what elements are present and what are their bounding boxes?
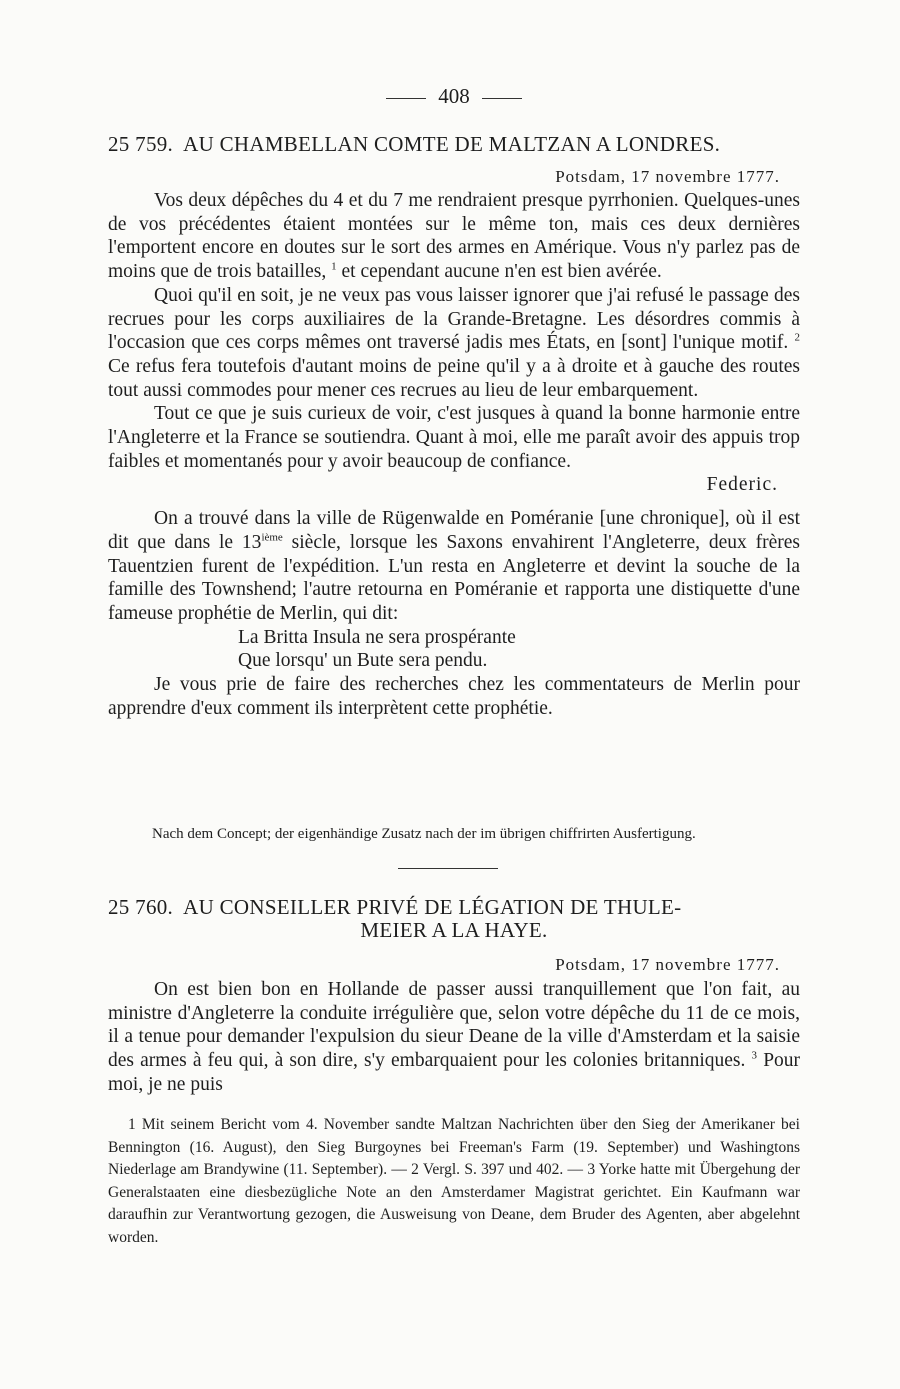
- letter1-heading: [108, 132, 800, 157]
- footnote-ref-1: 1: [331, 260, 337, 273]
- footnotes-text: 1 Mit seinem Bericht vom 4. November sandte Maltzan Nachrichten über den Sieg der Amerikaner bei Bennington (16. August), den Sieg Burgoynes bei Freeman's Farm (19. September) und Washingtons Niederlage am Brandywine (11. September). — 2 Vergl. S. 397 und 402. — 3 Yorke hatte mit Übergehung der Generalstaaten eine diesbezügliche Note an den Amsterdamer Magistrat gerichtet. Ein Kaufmann war daraufhin zur Verantwortung gezogen, die Ausweisung von Deane, dem Bruder des Agenten, aber abgelehnt worden.: [108, 1116, 800, 1246]
- separator-rule: [398, 868, 498, 869]
- letter1-dateline: Potsdam, 17 novembre 1777.: [555, 167, 780, 186]
- dash-right: [482, 98, 522, 99]
- letter2-title-line-2-wrap: [108, 918, 800, 943]
- letter1-title: AU CHAMBELLAN COMTE DE MALTZAN A LONDRES.: [183, 132, 721, 156]
- dash-left: [386, 98, 426, 99]
- footnotes: [108, 1114, 800, 1249]
- letter2-number: 25 760.: [108, 895, 174, 919]
- letter2-body: [108, 978, 800, 1097]
- signature: Federic.: [706, 474, 778, 496]
- letter1-paragraph-1: Vos deux dépêches du 4 et du 7 me rendraient presque pyrrhonien. Quelques-unes de vos précédentes étaient montées sur le même ton, mais ces deux dernières l'emportent encore en doutes sur le sort des armes en Amérique. Vous n'y parlez pas de moins que de trois batailles, $^1$ et cependant aucune n'en est bien avérée.: [108, 190, 800, 283]
- page-number: [108, 84, 800, 109]
- footnote-ref-3: 3: [751, 1049, 758, 1062]
- letter1-number: 25 759.: [108, 132, 174, 156]
- letter2-dateline: Potsdam, 17 novembre 1777.: [555, 955, 780, 974]
- letter2-title-line-2: MEIER A LA HAYE.: [360, 918, 548, 942]
- footnote-ref-2: 2: [794, 331, 800, 344]
- letter1-body: [108, 189, 800, 720]
- letter1-paragraph-5: Je vous prie de faire des recherches chez les commentateurs de Merlin pour apprendre d'eux comment ils interprètent cette prophétie.: [108, 674, 800, 719]
- letter1-postscript: On a trouvé dans la ville de Rügenwalde en Poméranie [une chronique], où il est dit que dans le 13ième siècle, lorsque les Saxons envahirent l'Angleterre, deux frères Tauentzien furent de l'expédition. L'un resta en Angleterre et devint la souche de la famille des Townshend; l'autre retourna en Poméranie et rapporta une distiquette d'une fameuse prophétie de Merlin, qui dit:: [108, 508, 800, 624]
- page-number-text: 408: [438, 84, 470, 108]
- letter1-paragraph-3: Tout ce que je suis curieux de voir, c'est jusques à quand la bonne harmonie entre l'Angleterre et la France se soutiendra. Quant à moi, elle me paraît avoir des appuis trop faibles et momentanés pour y avoir beaucoup de confiance.: [108, 403, 800, 472]
- source-note: Nach dem Concept; der eigenhändige Zusatz nach der im übrigen chiffrirten Ausfertigung.: [152, 826, 696, 842]
- verse-line-1: La Britta Insula ne sera prospérante: [238, 626, 516, 648]
- letter1-paragraph-2: Quoi qu'il en soit, je ne veux pas vous laisser ignorer que j'ai refusé le passage des recrues pour les corps auxiliaires de la Grande-Bretagne. Les désordres commis à l'occasion que ces corps mêmes ont traversé jadis mes États, en [sont] l'unique motif. $^2$ Ce refus fera toutefois d'autant moins de peine qu'il y a à droite et à gauche des routes tout aussi commodes pour mener ces recrues au lieu de leur embarquement.: [108, 284, 800, 401]
- letter2-heading: [108, 895, 800, 920]
- letter2-paragraph-1: On est bien bon en Hollande de passer aussi tranquillement que l'on fait, au ministre d'Angleterre la conduite irrégulière que, selon votre dépêche du 11 de ce mois, il a tenue pour demander l'expulsion du sieur Deane de la ville d'Amsterdam et la saisie des armes à feu qui, à son dire, s'y embarquaient pour les colonies britanniques. $^3$ Pour moi, je ne puis: [108, 979, 801, 1095]
- verse-line-2: Que lorsqu' un Bute sera pendu.: [238, 650, 488, 672]
- letter2-title-line-1: AU CONSEILLER PRIVÉ DE LÉGATION DE THULE-: [183, 895, 682, 919]
